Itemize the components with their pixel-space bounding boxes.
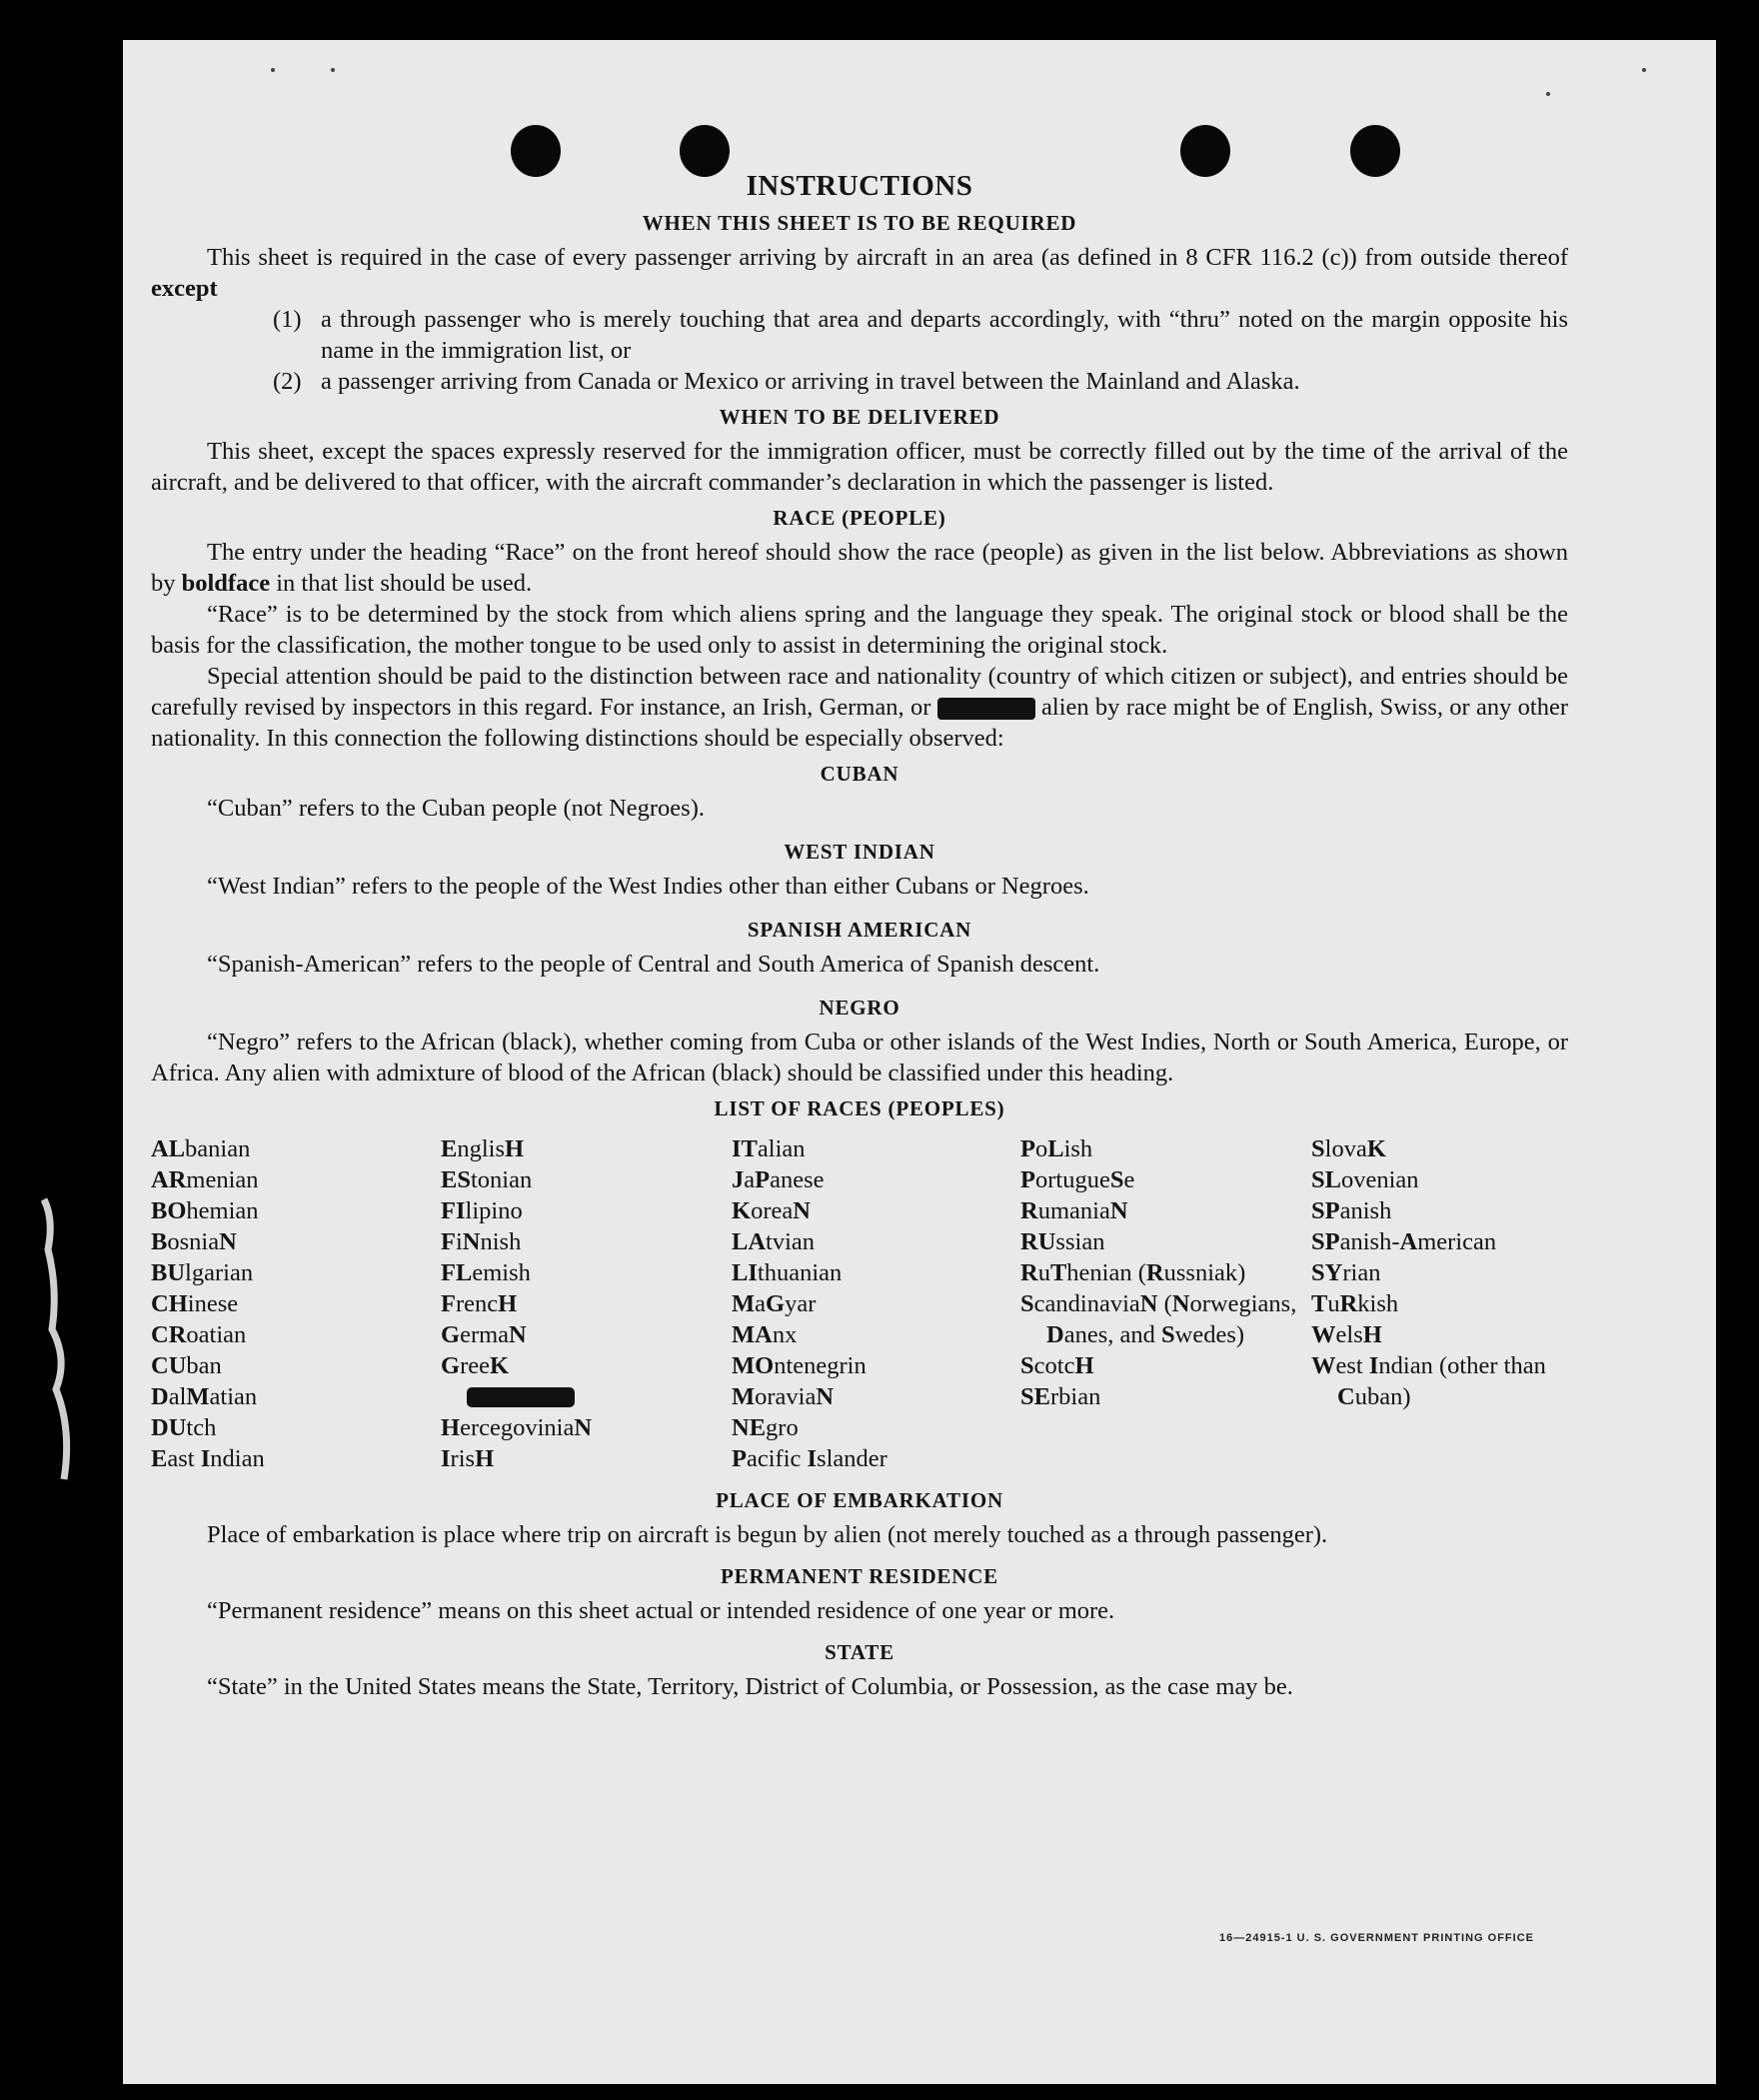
state-text: “State” in the United States means the State, Territory, District of Columbia, or Possession, as the case may be. — [207, 1673, 1293, 1700]
section-heading-race: RACE (PEOPLE) — [773, 506, 946, 530]
punch-hole — [1350, 125, 1400, 177]
section-heading-spanish-american: SPANISH AMERICAN — [747, 918, 972, 942]
redaction-mark — [467, 1387, 575, 1407]
race-entry: KoreaN — [732, 1197, 811, 1224]
redacted-race-entry — [441, 1381, 732, 1412]
race-entry: MoraviaN — [732, 1383, 835, 1410]
race-paragraph-2: “Race” is to be determined by the stock from which aliens spring and the language they speak. The original stock or blood shall be the basis for the classification, the mother tongue to be used only to assist in determining the original stock. — [151, 601, 1568, 659]
section-heading-cuban: CUBAN — [820, 762, 899, 786]
race-entry: RUssian — [1020, 1228, 1105, 1255]
race-entry: PortugueSe — [1020, 1166, 1135, 1193]
item-text: a passenger arriving from Canada or Mexico or arriving in travel between the Mainland and Alaska. — [321, 368, 1300, 395]
race-entry: West Indian (other than Cuban) — [1311, 1352, 1546, 1410]
race-entry: FIlipino — [441, 1197, 523, 1224]
race-entry: SYrian — [1311, 1259, 1381, 1286]
race-entry: HercegoviniaN — [441, 1414, 593, 1441]
race-entry: ScotcH — [1020, 1352, 1094, 1379]
race-column — [441, 1133, 732, 1474]
speck — [1642, 68, 1646, 72]
required-intro — [151, 242, 1568, 304]
speck — [271, 68, 275, 72]
race-entry: TuRkish — [1311, 1290, 1399, 1317]
race-entry: EStonian — [441, 1166, 533, 1193]
page-title: INSTRUCTIONS — [746, 170, 973, 202]
residence-text: “Permanent residence” means on this sheet actual or intended residence of one year or more. — [207, 1597, 1115, 1624]
section-heading-residence: PERMANENT RESIDENCE — [721, 1564, 998, 1588]
race-entry: SPanish — [1311, 1197, 1392, 1224]
race-entry: MaGyar — [732, 1290, 817, 1317]
race-entry: BOhemian — [151, 1197, 259, 1224]
race-p3-text-end: alien by race might be of English, Swiss, or any other nationality. In this connection the following distinctions should be especially observed: — [151, 694, 1569, 752]
race-entry: NEgro — [732, 1414, 799, 1441]
race-entry: EnglisH — [441, 1135, 525, 1162]
race-column — [1311, 1133, 1568, 1474]
punch-hole — [511, 125, 561, 177]
race-entry: MAnx — [732, 1321, 798, 1348]
race-entry: RumaniaN — [1020, 1197, 1128, 1224]
race-entry: DUtch — [151, 1414, 217, 1441]
item-text: a through passenger who is merely touching that area and departs accordingly, with “thru” noted on the margin opposite his name in the immigration list, or — [321, 306, 1568, 364]
race-paragraph-3 — [151, 661, 1568, 754]
race-entry: BUlgarian — [151, 1259, 254, 1286]
race-entry: CRoatian — [151, 1321, 247, 1348]
race-entry: FiNnish — [441, 1228, 522, 1255]
section-heading-state: STATE — [825, 1640, 894, 1664]
spanish-american-text: “Spanish-American” refers to the people of Central and South America of Spanish descent. — [207, 951, 1100, 978]
race-entry: SErbian — [1020, 1383, 1101, 1410]
race-entry: PoLish — [1020, 1135, 1093, 1162]
race-p1-text: The entry under the heading “Race” on the front hereof should show the race (people) as given in the list below. Abbreviations as shown by — [151, 539, 1568, 597]
punch-hole — [680, 125, 730, 177]
race-entry: CHinese — [151, 1290, 239, 1317]
race-column — [732, 1133, 1020, 1474]
race-entry: ScandinaviaN (Norwegians, Danes, and Swedes) — [1020, 1290, 1297, 1348]
race-entry: BosniaN — [151, 1228, 237, 1255]
race-entry: SLovenian — [1311, 1166, 1419, 1193]
race-entry: FLemish — [441, 1259, 531, 1286]
delivered-text: This sheet, except the spaces expressly reserved for the immigration officer, must be correctly filled out by the time of the arrival of the aircraft, and be delivered to that officer, with the aircraft commander’s declaration in which the passenger is listed. — [151, 438, 1568, 496]
race-entry: MOntenegrin — [732, 1352, 867, 1379]
race-entry: RuThenian (Russniak) — [1020, 1259, 1246, 1286]
race-entry: WelsH — [1311, 1321, 1382, 1348]
required-intro-bold: except — [151, 275, 218, 302]
edge-scan-artifact — [38, 1189, 74, 1489]
race-entry: LIthuanian — [732, 1259, 843, 1286]
speck — [331, 68, 335, 72]
race-entry: ARmenian — [151, 1166, 259, 1193]
race-column — [151, 1133, 441, 1474]
redaction-mark — [937, 698, 1035, 720]
race-column — [1020, 1133, 1311, 1474]
negro-text: “Negro” refers to the African (black), whether coming from Cuba or other islands of the West Indies, North or South America, Europe, or Africa. Any alien with admixture of blood of the African (black) should be classified under this heading. — [151, 1029, 1568, 1086]
race-entry: JaPanese — [732, 1166, 825, 1193]
list-item — [273, 366, 1568, 397]
section-heading-negro: NEGRO — [819, 996, 900, 1020]
list-of-races-heading: LIST OF RACES (PEOPLES) — [714, 1096, 1005, 1120]
race-entry: SlovaK — [1311, 1135, 1386, 1162]
race-entry: East Indian — [151, 1445, 265, 1472]
race-list — [151, 1133, 1568, 1474]
printer-code: 16—24915-1 U. S. GOVERNMENT PRINTING OFFICE — [1218, 1932, 1534, 1944]
embarkation-text: Place of embarkation is place where trip on aircraft is begun by alien (not merely touched as a through passenger). — [207, 1521, 1328, 1548]
race-p3-text: Special attention should be paid to the distinction between race and nationality (country of which citizen or subject), and entries should be carefully revised by inspectors in this regard. For instance, an Irish, German, or — [151, 663, 1568, 721]
race-entry: SPanish-American — [1311, 1228, 1497, 1255]
item-number: (2) — [273, 368, 302, 395]
required-intro-text: This sheet is required in the case of every passenger arriving by aircraft in an area (as defined in 8 CFR 116.2 (c)) from outside thereof — [207, 244, 1568, 271]
list-item — [273, 304, 1568, 366]
race-entry: DalMatian — [151, 1383, 258, 1410]
race-entry: GermaN — [441, 1321, 527, 1348]
race-paragraph-1 — [151, 537, 1568, 599]
race-entry: FrencH — [441, 1290, 518, 1317]
section-heading-west-indian: WEST INDIAN — [784, 840, 935, 864]
punch-hole — [1180, 125, 1230, 177]
race-entry: IrisH — [441, 1445, 495, 1472]
section-heading-delivered: WHEN TO BE DELIVERED — [719, 405, 1000, 429]
instruction-sheet — [123, 40, 1716, 2084]
item-number: (1) — [273, 306, 302, 333]
race-entry: LAtvian — [732, 1228, 816, 1255]
race-p1-bold: boldface — [181, 570, 271, 597]
race-entry: Pacific Islander — [732, 1445, 887, 1472]
race-entry: ALbanian — [151, 1135, 251, 1162]
speck — [1546, 92, 1550, 96]
west-indian-text: “West Indian” refers to the people of the West Indies other than either Cubans or Negroes. — [207, 873, 1089, 900]
section-heading-required: WHEN THIS SHEET IS TO BE REQUIRED — [642, 211, 1077, 235]
race-entry: CUban — [151, 1352, 222, 1379]
race-entry: GreeK — [441, 1352, 510, 1379]
cuban-text: “Cuban” refers to the Cuban people (not Negroes). — [207, 795, 705, 822]
race-p1-text-end: in that list should be used. — [276, 570, 533, 597]
race-entry: ITalian — [732, 1135, 806, 1162]
section-heading-embarkation: PLACE OF EMBARKATION — [716, 1488, 1003, 1512]
